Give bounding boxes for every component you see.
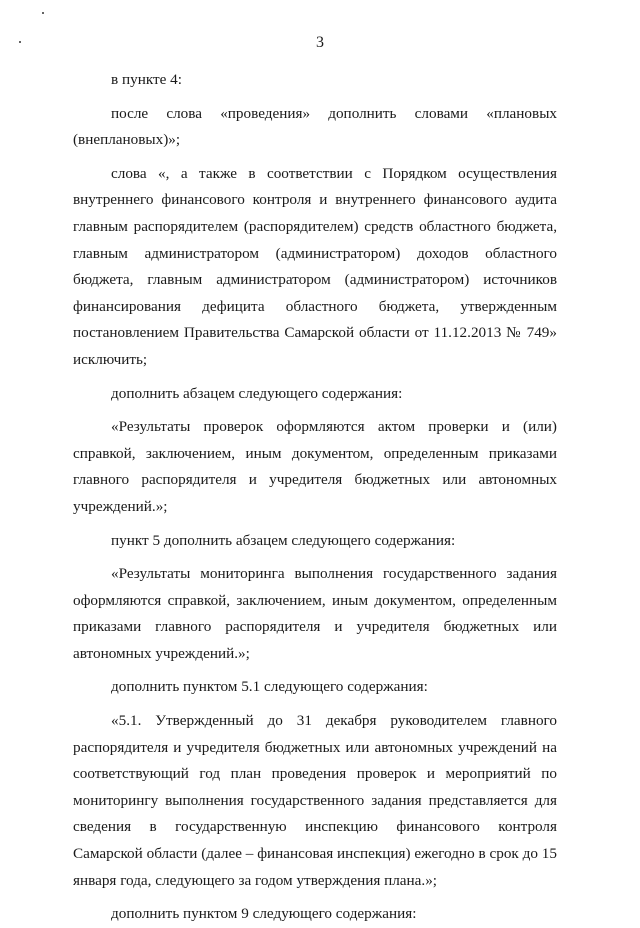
paragraph: «Результаты мониторинга выполнения государственного задания оформляются справкой, заключением, иным документом, определенным приказами главного распорядителя и учредителя бюджетных или автономных учреждений.»; <box>73 565 557 662</box>
paragraph: в пункте 4: <box>111 71 182 88</box>
paragraph: дополнить пунктом 9 следующего содержания: <box>111 905 417 923</box>
paragraph: пункт 5 дополнить абзацем следующего содержания: <box>111 531 456 549</box>
scan-speck <box>42 12 44 14</box>
paragraph: дополнить абзацем следующего содержания: <box>111 384 403 402</box>
page-number: 3 <box>316 34 324 51</box>
paragraph: «Результаты проверок оформляются актом проверки и (или) справкой, заключением, иным документом, определенным приказами главного распорядителя и учредителя бюджетных или автономных учреждений.»; <box>73 418 557 515</box>
document-body <box>73 67 557 928</box>
paragraph: дополнить пунктом 5.1 следующего содержания: <box>111 678 428 696</box>
paragraph: после слова «проведения» дополнить словами «плановых (внеплановых)»; <box>73 104 557 149</box>
paragraph: «5.1. Утвержденный до 31 декабря руководителем главного распорядителя и учредителя бюджетных или автономных учреждений на соответствующий год план проведения проверок и мероприятий по мониторингу выполнения государственного задания представляется для сведения в государственную инспекцию финансового контроля Самарской области (далее – финансовая инспекция) ежегодно в срок до 15 января года, следующего за годом утверждения плана.»; <box>73 712 557 889</box>
paragraph: слова «, а также в соответствии с Порядком осуществления внутреннего финансового контроля и внутреннего финансового аудита главным распорядителем (распорядителем) средств областного бюджета, главным администратором (администратором) доходов областного бюджета, главным администратором (администратором) источников финансирования дефицита областного бюджета, утвержденным постановлением Правительства Самарской области от 11.12.2013 № 749» исключить; <box>73 164 557 368</box>
